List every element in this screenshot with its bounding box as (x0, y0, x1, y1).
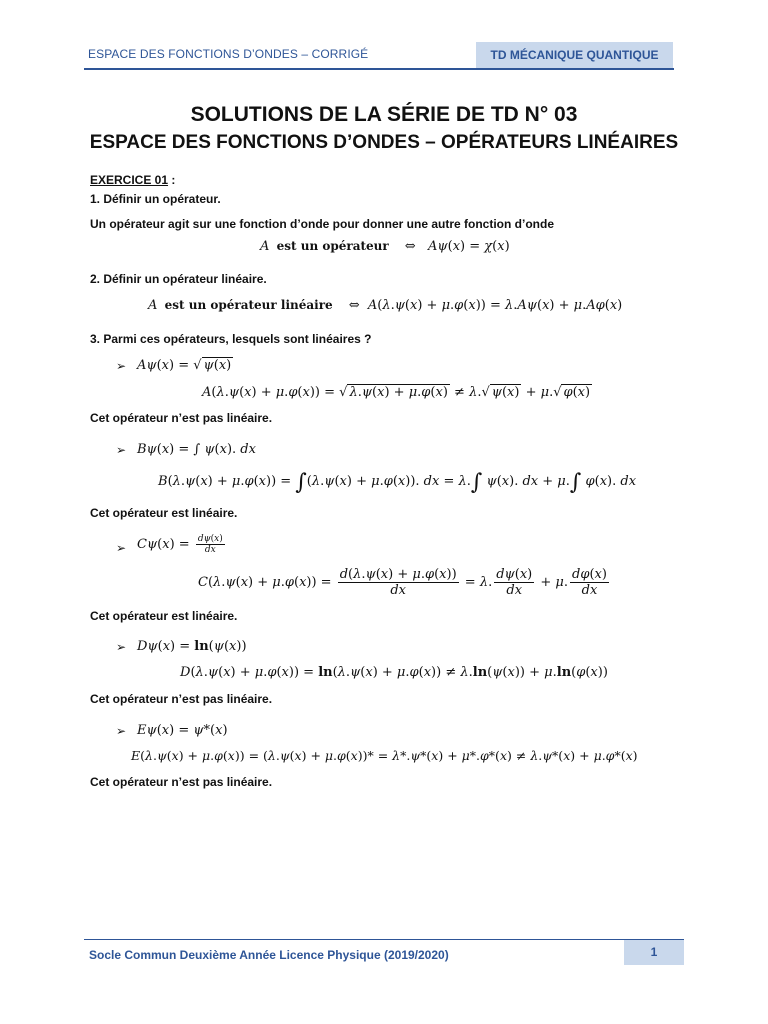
page-number: 1 (624, 940, 684, 965)
footer-rule (84, 939, 684, 940)
question-1-answer: Un opérateur agit sur une fonction d’onde pour donner une autre fonction d’onde (90, 217, 554, 231)
footer-course: Socle Commun Deuxième Année Licence Physique (2019/2020) (89, 948, 449, 962)
operator-c-definition: Cψ(x) = $\frac{d\psi(x)}{dx}$ (137, 534, 223, 555)
operator-a-test: A(λ.ψ(x) + μ.φ(x)) = √ λ.ψ(x) + μ.φ(x) ≠ λ.√ ψ(x) + μ.√ φ(x) (202, 385, 591, 400)
bullet-arrow-icon: ➢ (116, 443, 127, 457)
page-title: SOLUTIONS DE LA SÉRIE DE TD N° 03 (190, 103, 578, 126)
operator-a-definition: Aψ(x) = √ ψ(x) (137, 358, 232, 373)
equation-1-text: est un opérateur (276, 239, 389, 253)
exercise-heading (90, 173, 175, 187)
bullet-arrow-icon: ➢ (116, 724, 127, 738)
question-1: 1. Définir un opérateur. (90, 192, 221, 206)
conclusion-d: Cet opérateur n’est pas linéaire. (90, 692, 273, 706)
conclusion-b: Cet opérateur est linéaire. (90, 506, 238, 520)
operator-d-test: D(λ.ψ(x) + μ.φ(x)) = ln(λ.ψ(x) + μ.φ(x)) ≠ λ.ln(ψ(x)) + μ.ln(φ(x)) (180, 665, 608, 680)
operator-e-test: E(λ.ψ(x) + μ.φ(x)) = (λ.ψ(x) + μ.φ(x))* = λ*.ψ*(x) + μ*.φ*(x) ≠ λ.ψ*(x) + μ.φ*(x) (131, 748, 638, 763)
question-3: 3. Parmi ces opérateurs, lesquels sont linéaires ? (90, 332, 372, 346)
page-subtitle: ESPACE DES FONCTIONS D’ONDES – OPÉRATEURS LINÉAIRES (89, 132, 679, 153)
operator-b-definition: Bψ(x) = ∫ ψ(x). dx (137, 442, 256, 457)
operator-e-definition: Eψ(x) = ψ*(x) (137, 723, 228, 738)
question-2: 2. Définir un opérateur linéaire. (90, 272, 267, 286)
conclusion-c: Cet opérateur est linéaire. (90, 609, 238, 623)
bullet-arrow-icon: ➢ (116, 640, 127, 654)
conclusion-a: Cet opérateur n’est pas linéaire. (90, 411, 273, 425)
operator-c-test: C(λ.ψ(x) + μ.φ(x)) = $\frac{d(\lambda.\psi(x) + \mu.\varphi(x))}{dx}$ = λ. $\frac{d\psi(x)}{dx}$ + μ. $\frac{d\varphi(x)}{dx}$ (198, 567, 607, 598)
header-rule (84, 68, 674, 70)
equation-1: A est un opérateur ⇔ Aψ(x) = χ(x) (260, 239, 510, 254)
conclusion-e: Cet opérateur n’est pas linéaire. (90, 775, 273, 789)
operator-b-test: B(λ.ψ(x) + μ.φ(x)) = ∫(λ.ψ(x) + μ.φ(x)). dx = λ.∫ ψ(x). dx + μ.∫ φ(x). dx (158, 470, 637, 495)
equation-2-text: est un opérateur linéaire (164, 298, 333, 312)
exercise-colon: : (168, 173, 176, 187)
header-left-title: ESPACE DES FONCTIONS D’ONDES – CORRIGÉ (88, 47, 369, 61)
bullet-arrow-icon: ➢ (116, 359, 127, 373)
exercise-label: EXERCICE 01 (90, 173, 169, 187)
bullet-arrow-icon: ➢ (116, 541, 127, 555)
operator-d-definition: Dψ(x) = ln(ψ(x)) (137, 639, 247, 654)
header-right-title: TD MÉCANIQUE QUANTIQUE (476, 42, 673, 68)
equation-2: A est un opérateur linéaire ⇔ A(λ.ψ(x) + μ.φ(x)) = λ.Aψ(x) + μ.Aφ(x) (148, 298, 623, 313)
